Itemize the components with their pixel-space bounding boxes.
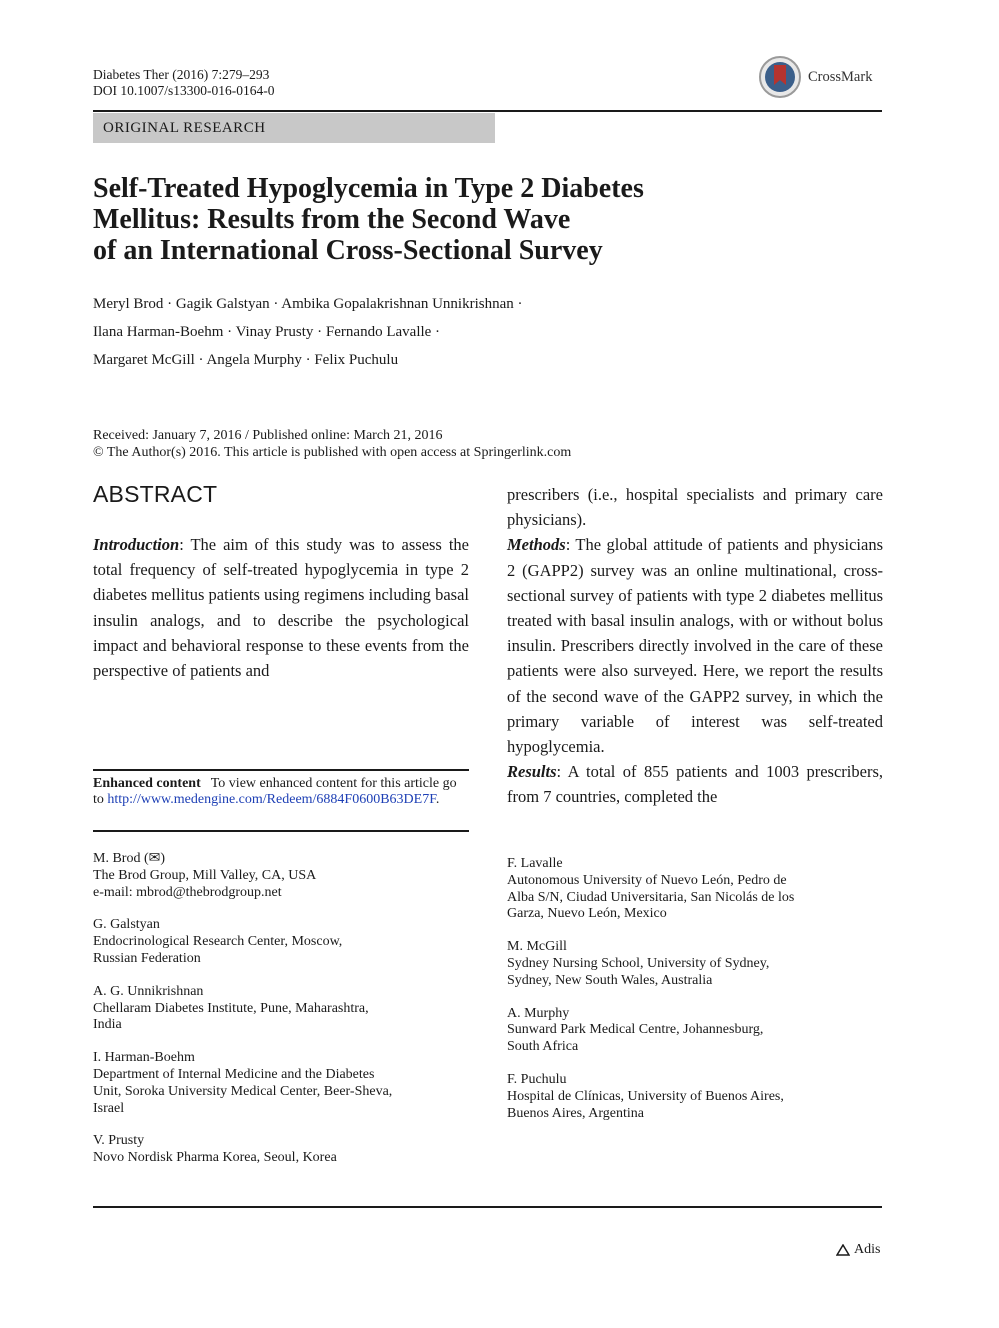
affiliation-line: Garza, Nuevo León, Mexico [507, 906, 667, 922]
received-date: Received: January 7, 2016 / Published online: March 21, 2016 [93, 428, 443, 443]
affiliation-line: Chellaram Diabetes Institute, Pune, Maharashtra, [93, 1000, 369, 1016]
enhanced-rule-bottom [93, 830, 469, 832]
publication-dates [93, 427, 571, 461]
affiliation-line: Israel [93, 1100, 125, 1116]
crossmark-label: CrossMark [808, 68, 873, 85]
enhanced-label: Enhanced content [93, 776, 201, 791]
methods-label: Methods [507, 535, 566, 555]
footer-rule [93, 1206, 882, 1208]
affiliation-name: M. McGill [507, 939, 567, 955]
affiliation-line: Novo Nordisk Pharma Korea, Seoul, Korea [93, 1150, 337, 1166]
affiliation-line: The Brod Group, Mill Valley, CA, USA [93, 867, 317, 883]
affiliation-name: A. Murphy [507, 1005, 570, 1021]
abstract-right-column [507, 482, 883, 810]
affiliation-line: Endocrinological Research Center, Moscow, [93, 934, 343, 950]
enhanced-tail: . [435, 792, 440, 807]
article-title [93, 173, 793, 266]
affiliation-line: Hospital de Clínicas, University of Buenos Aires, [507, 1088, 784, 1104]
abstract-intro [93, 532, 469, 683]
affiliation-name: G. Galstyan [93, 917, 160, 933]
title-line: of an International Cross-Sectional Survey [93, 235, 603, 266]
affiliation-line: India [93, 1017, 122, 1033]
methods-text: : The global attitude of patients and physicians 2 (GAPP2) survey was an online multinational, cross-sectional survey of patients with type 2 diabetes mellitus treated with basal insulin analogs, with or without bolus insulin. Prescribers directly involved in the care of these patients were also surveyed. Here, we report the results of the second wave of the GAPP2 survey, in which the primary variable of interest was self-treated hypoglycemia. [507, 535, 883, 757]
results-label: Results [507, 762, 557, 782]
affiliation-email: e-mail: mbrod@thebrodgroup.net [93, 884, 282, 900]
affiliation-line: Alba S/N, Ciudad Universitaria, San Nicolás de los [507, 889, 795, 905]
journal-line: Diabetes Ther (2016) 7:279–293 [93, 67, 270, 82]
affiliations-right [507, 856, 883, 1138]
affiliation-line: Autonomous University of Nuevo León, Pedro de [507, 872, 787, 888]
affiliation-line: Sydney, New South Wales, Australia [507, 972, 713, 988]
adis-triangle-icon [836, 1244, 850, 1256]
author-line: Margaret McGill · Angela Murphy · Felix Puchulu [93, 352, 399, 368]
affiliation-name: M. Brod (✉) [93, 851, 166, 866]
affiliation [507, 1006, 883, 1056]
affiliation-line: Sydney Nursing School, University of Sydney, [507, 955, 770, 971]
affiliation [507, 856, 883, 923]
results-text: : A total of 855 patients and 1003 prescribers, from 7 countries, completed the [507, 762, 883, 807]
affiliation-line: South Africa [507, 1039, 579, 1055]
affiliation-name: A. G. Unnikrishnan [93, 983, 204, 999]
affiliation [93, 984, 469, 1034]
section-label: ORIGINAL RESEARCH [93, 113, 495, 143]
affiliation [507, 939, 883, 989]
publisher-name: Adis [854, 1242, 881, 1257]
affiliation [507, 1072, 883, 1122]
affiliation-name: F. Lavalle [507, 856, 563, 871]
author-line: Ilana Harman-Boehm · Vinay Prusty · Fernando Lavalle · [93, 324, 441, 340]
journal-citation [93, 67, 275, 99]
enhanced-link[interactable]: http://www.medengine.com/Redeem/6884F0600B63DE7F [107, 792, 436, 807]
crossmark-icon [758, 55, 802, 99]
doi-line: DOI 10.1007/s13300-016-0164-0 [93, 83, 275, 98]
author-line: Meryl Brod · Gagik Galstyan · Ambika Gopalakrishnan Unnikrishnan · [93, 296, 523, 312]
affiliation-line: Unit, Soroka University Medical Center, Beer-Sheva, [93, 1083, 393, 1099]
enhanced-content-note [93, 776, 469, 808]
affiliation-line: Russian Federation [93, 950, 201, 966]
affiliation-name: V. Prusty [93, 1133, 145, 1149]
enhanced-rule-top [93, 769, 469, 771]
header-rule [93, 110, 882, 112]
affiliations-left [93, 851, 469, 1183]
copyright-notice: © The Author(s) 2016. This article is published with open access at Springerlink.com [93, 445, 572, 460]
affiliation-name: I. Harman-Boehm [93, 1050, 195, 1066]
affiliation [93, 1133, 469, 1167]
intro-label: Introduction [93, 535, 180, 554]
affiliation-name: F. Puchulu [507, 1071, 567, 1087]
intro-text: : The aim of this study was to assess the total frequency of self-treated hypoglycemia in type 2 diabetes mellitus patients using regimens including basal insulin analogs, and to describe the psychological impact and behavioral response to these events from the perspective of patients and [93, 535, 469, 681]
title-line: Mellitus: Results from the Second Wave [93, 204, 571, 235]
affiliation [93, 917, 469, 967]
crossmark-badge[interactable] [758, 54, 888, 100]
affiliation-line: Buenos Aires, Argentina [507, 1105, 645, 1121]
intro-continuation: prescribers (i.e., hospital specialists and primary care physicians). [507, 485, 883, 530]
affiliation-line: Department of Internal Medicine and the Diabetes [93, 1066, 375, 1082]
affiliation-line: Sunward Park Medical Centre, Johannesburg, [507, 1022, 764, 1038]
affiliation [93, 851, 469, 901]
author-list [93, 290, 523, 374]
abstract-heading: ABSTRACT [93, 481, 218, 507]
title-line: Self-Treated Hypoglycemia in Type 2 Diabetes [93, 173, 644, 204]
publisher-logo [836, 1242, 880, 1258]
enhanced-text: To view enhanced content for this article go to [93, 776, 457, 807]
affiliation [93, 1050, 469, 1117]
